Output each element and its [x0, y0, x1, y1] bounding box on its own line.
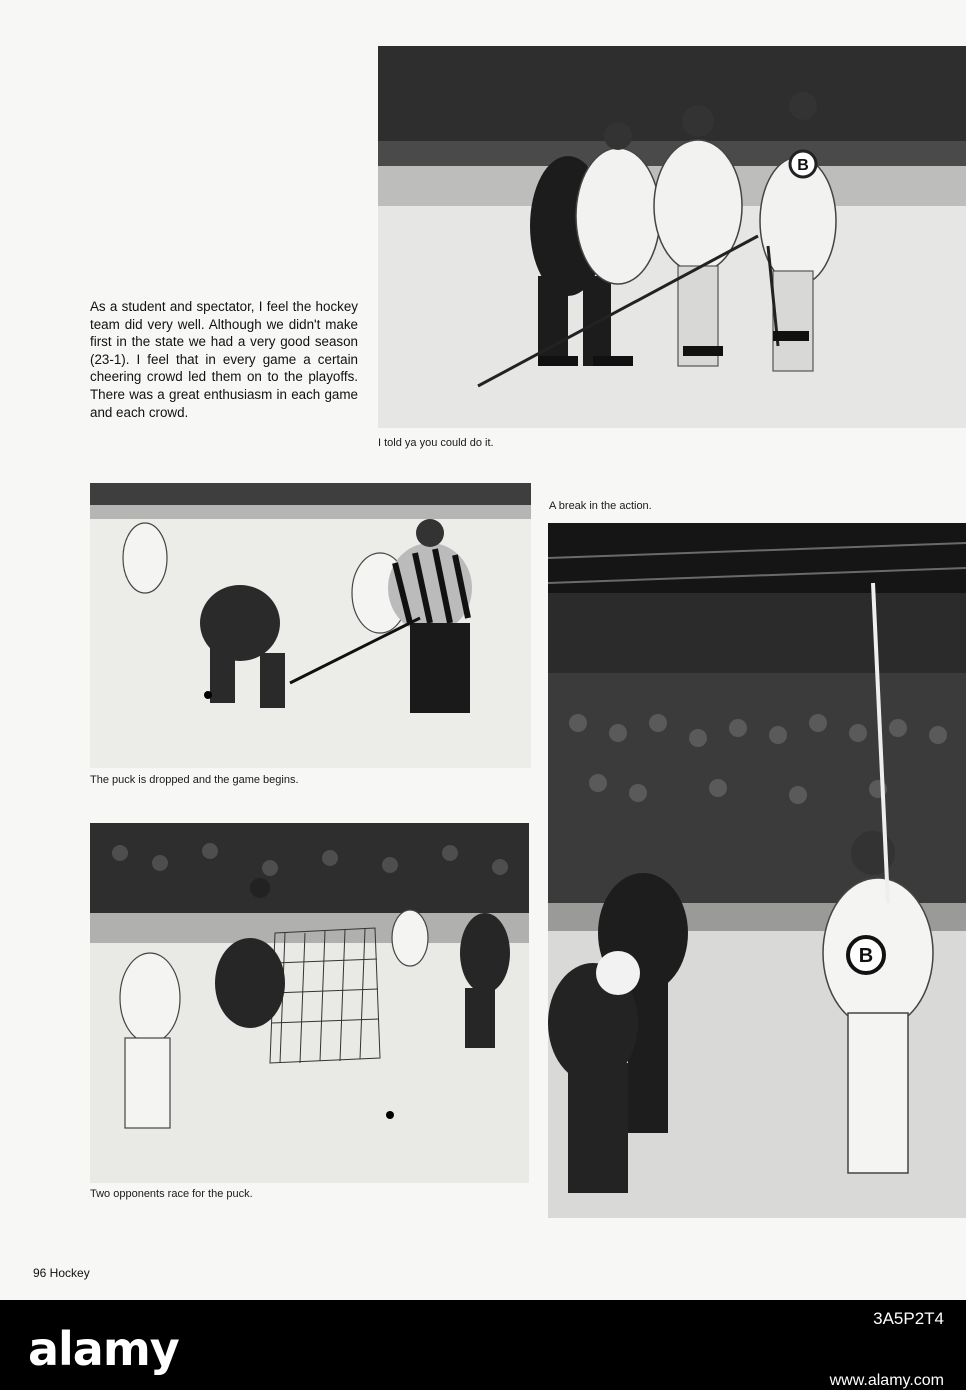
photo-break-in-action — [548, 523, 966, 1218]
caption-break-in-action: A break in the action. — [549, 500, 652, 512]
photo-race-for-puck — [90, 823, 529, 1183]
banner-info — [830, 1308, 944, 1392]
caption-faceoff: The puck is dropped and the game begins. — [90, 774, 299, 786]
svg-text:B: B — [797, 157, 809, 174]
photo-team-celebration — [378, 46, 966, 428]
caption-team-celebration: I told ya you could do it. — [378, 437, 494, 449]
caption-race-for-puck: Two opponents race for the puck. — [90, 1188, 253, 1200]
image-id: 3A5P2T4 — [873, 1309, 944, 1328]
page-folio: 96 Hockey — [33, 1266, 90, 1280]
svg-text:B: B — [858, 945, 874, 967]
stock-photo-banner — [0, 1300, 966, 1390]
photo-faceoff — [90, 483, 531, 768]
banner-url: www.alamy.com — [829, 1372, 944, 1389]
brand-logo: alamy — [28, 1322, 179, 1376]
article-body-text: As a student and spectator, I feel the hockey team did very well. Although we didn't make first in the state we had a very good season (23-1). I feel that in every game a certain cheering crowd led them on to the playoffs. There was a great enthusiasm in each game and each crowd. — [90, 299, 358, 420]
